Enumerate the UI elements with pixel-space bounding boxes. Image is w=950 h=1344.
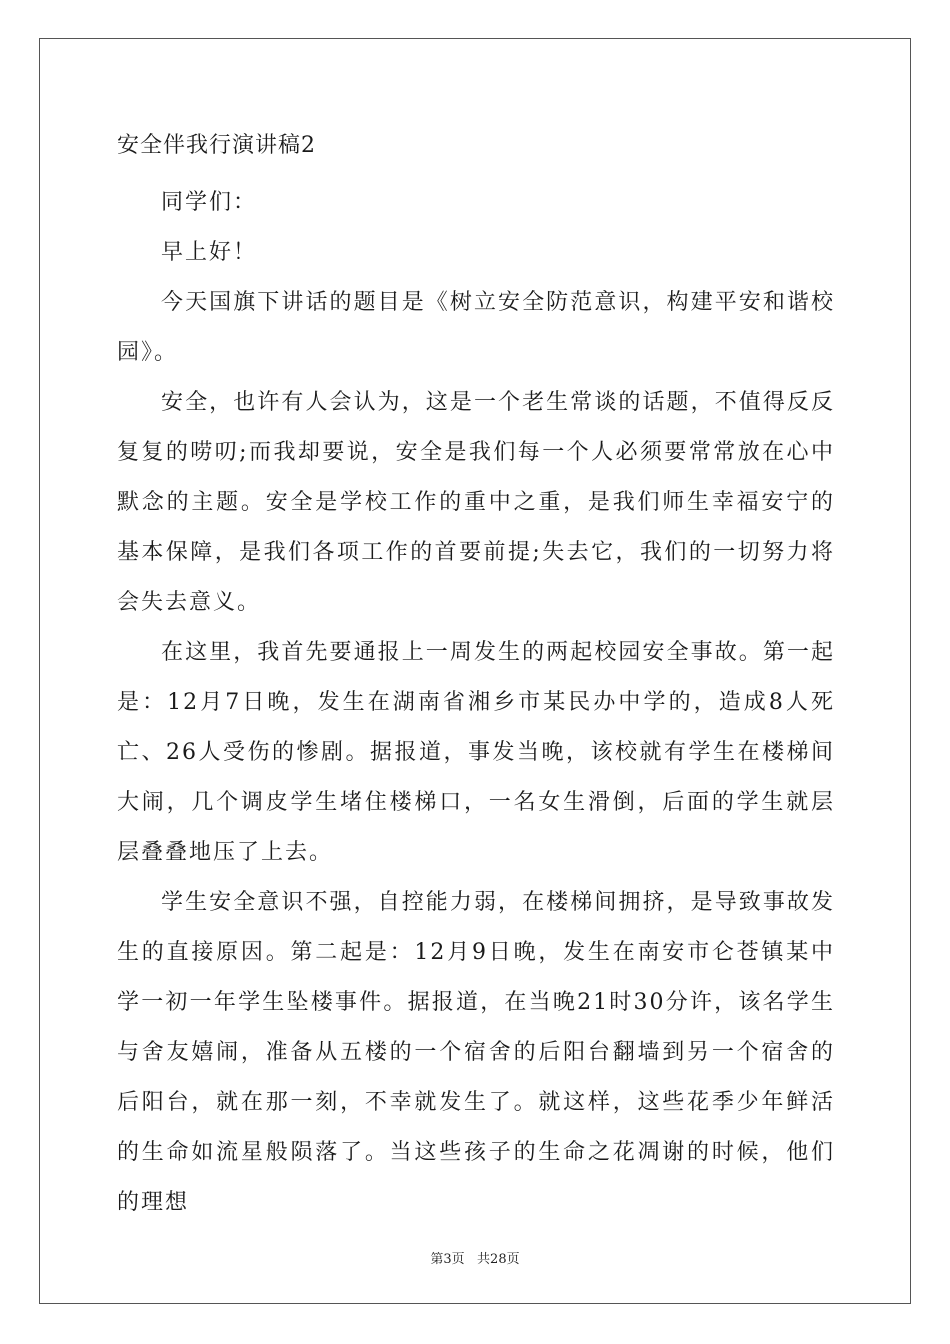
page-number-footer: 第3页 共28页 <box>430 1252 520 1267</box>
paragraph-first-accident: 在这里，我首先要通报上一周发生的两起校园安全事故。第一起是：12月7日晚，发生在湖南省湘乡市某民办中学的，造成8人死亡、26人受伤的惨剧。据报道，事发当晚，该校就有学生在楼梯间大闹，几个调皮学生堵住楼梯口，一名女生滑倒，后面的学生就层层叠叠地压了上去。 <box>117 640 835 865</box>
paragraph-safety-importance: 安全，也许有人会认为，这是一个老生常谈的话题，不值得反反复复的唠叨;而我却要说，安全是我们每一个人必须要常常放在心中默念的主题。安全是学校工作的重中之重，是我们师生幸福安宁的基本保障，是我们各项工作的首要前提;失去它，我们的一切努力将会失去意义。 <box>117 390 835 615</box>
document-title: 安全伴我行演讲稿2 <box>117 133 316 158</box>
paragraph-greeting: 同学们： <box>161 190 258 215</box>
paragraph-second-accident: 学生安全意识不强，自控能力弱，在楼梯间拥挤，是导致事故发生的直接原因。第二起是：12月9日晚，发生在南安市仑苍镇某中学一初一年学生坠楼事件。据报道，在当晚21时30分许，该名学生与舍友嬉闹，准备从五楼的一个宿舍的后阳台翻墙到另一个宿舍的后阳台，就在那一刻，不幸就发生了。就这样，这些花季少年鲜活的生命如流星般陨落了。当这些孩子的生命之花凋谢的时候，他们的理想 <box>117 890 835 1215</box>
paragraph-morning: 早上好！ <box>161 240 258 265</box>
document-body <box>117 128 835 1228</box>
paragraph-topic: 今天国旗下讲话的题目是《树立安全防范意识，构建平安和谐校园》。 <box>117 290 835 365</box>
